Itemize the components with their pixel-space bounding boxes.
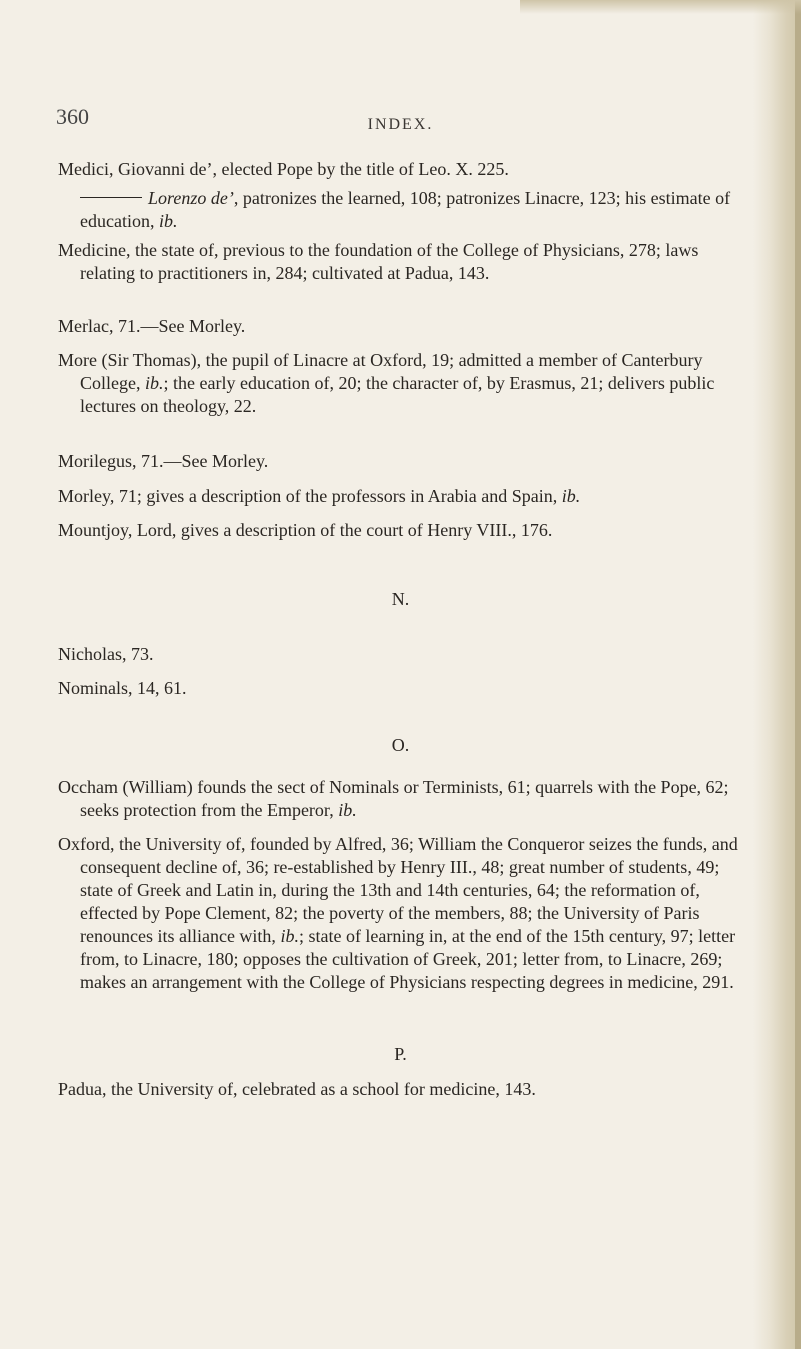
index-entry-occham	[58, 776, 752, 822]
occham-text: Occham (William) founds the sect of Nominals or Terminists, 61; quarrels with the Pope, 62; seeks protection from the Emperor,	[58, 777, 729, 820]
running-head: INDEX.	[367, 116, 434, 133]
corner-shadow	[520, 0, 801, 14]
occham-ib: ib.	[338, 800, 357, 820]
oxford-text-a: Oxford, the University of, founded by Alfred, 36; William the Conqueror seizes the funds, and consequent decline of, 36; re-established by Henry III., 48; great number of students, 49; state of Greek and Latin in, during the 13th and 14th centuries, 64; the reformation of, effected by Pope Clement, 82; the poverty of the members, 88; the University of Paris renounces its alliance with,	[58, 834, 738, 946]
lorenzo-text: , patronizes the learned, 108; patronizes Linacre, 123; his estimate of education,	[80, 188, 731, 231]
lorenzo-ib: ib.	[158, 211, 178, 231]
index-entry-medicine: Medicine, the state of, previous to the foundation of the College of Physicians, 278; laws relating to practitioners in, 284; cultivated at Padua, 143.	[58, 240, 699, 283]
oxford-text-b: ; state of learning in, at the end of the 15th century, 97; letter from, to Linacre, 180; opposes the cultivation of Greek, 201; letter from, to Linacre, 269; makes an arrangement with the College of Physicians respecting degrees in medicine, 291.	[80, 926, 736, 992]
more-text-a: More (Sir Thomas), the pupil of Linacre at Oxford, 19; admitted a member of Canterbury College,	[58, 350, 703, 393]
morley-text: Morley, 71; gives a description of the professors in Arabia and Spain,	[58, 486, 562, 506]
more-text-b: ; the early education of, 20; the character of, by Erasmus, 21; delivers public lectures on theology, 22.	[80, 373, 715, 416]
index-entry-morley	[58, 485, 752, 508]
index-entry-merlac: Merlac, 71.—See Morley.	[58, 316, 246, 336]
index-entry-medici-giovanni: Medici, Giovanni de’, elected Pope by the title of Leo. X. 225.	[58, 159, 509, 179]
index-entry-oxford	[58, 833, 752, 994]
section-letter-n: N.	[391, 589, 410, 609]
index-entry-nominals: Nominals, 14, 61.	[58, 678, 187, 698]
more-ib: ib.	[145, 373, 164, 393]
index-entry-medici-lorenzo	[58, 187, 752, 233]
section-letter-o: O.	[391, 735, 410, 755]
page-edge-dark	[795, 0, 801, 1349]
index-entry-mountjoy: Mountjoy, Lord, gives a description of the court of Henry VIII., 176.	[58, 520, 553, 540]
index-entry-nicholas: Nicholas, 73.	[58, 644, 154, 664]
oxford-ib: ib.	[280, 926, 299, 946]
lorenzo-name: Lorenzo de’	[148, 188, 234, 208]
ditto-dash	[80, 197, 142, 198]
index-entry-morilegus: Morilegus, 71.—See Morley.	[58, 451, 269, 471]
section-letter-p: P.	[394, 1044, 407, 1064]
index-entry-padua: Padua, the University of, celebrated as a school for medicine, 143.	[58, 1079, 536, 1099]
page-edge-shadow	[753, 0, 801, 1349]
index-entry-more	[58, 349, 752, 418]
morley-ib: ib.	[561, 486, 581, 506]
page-number: 360	[56, 104, 89, 129]
